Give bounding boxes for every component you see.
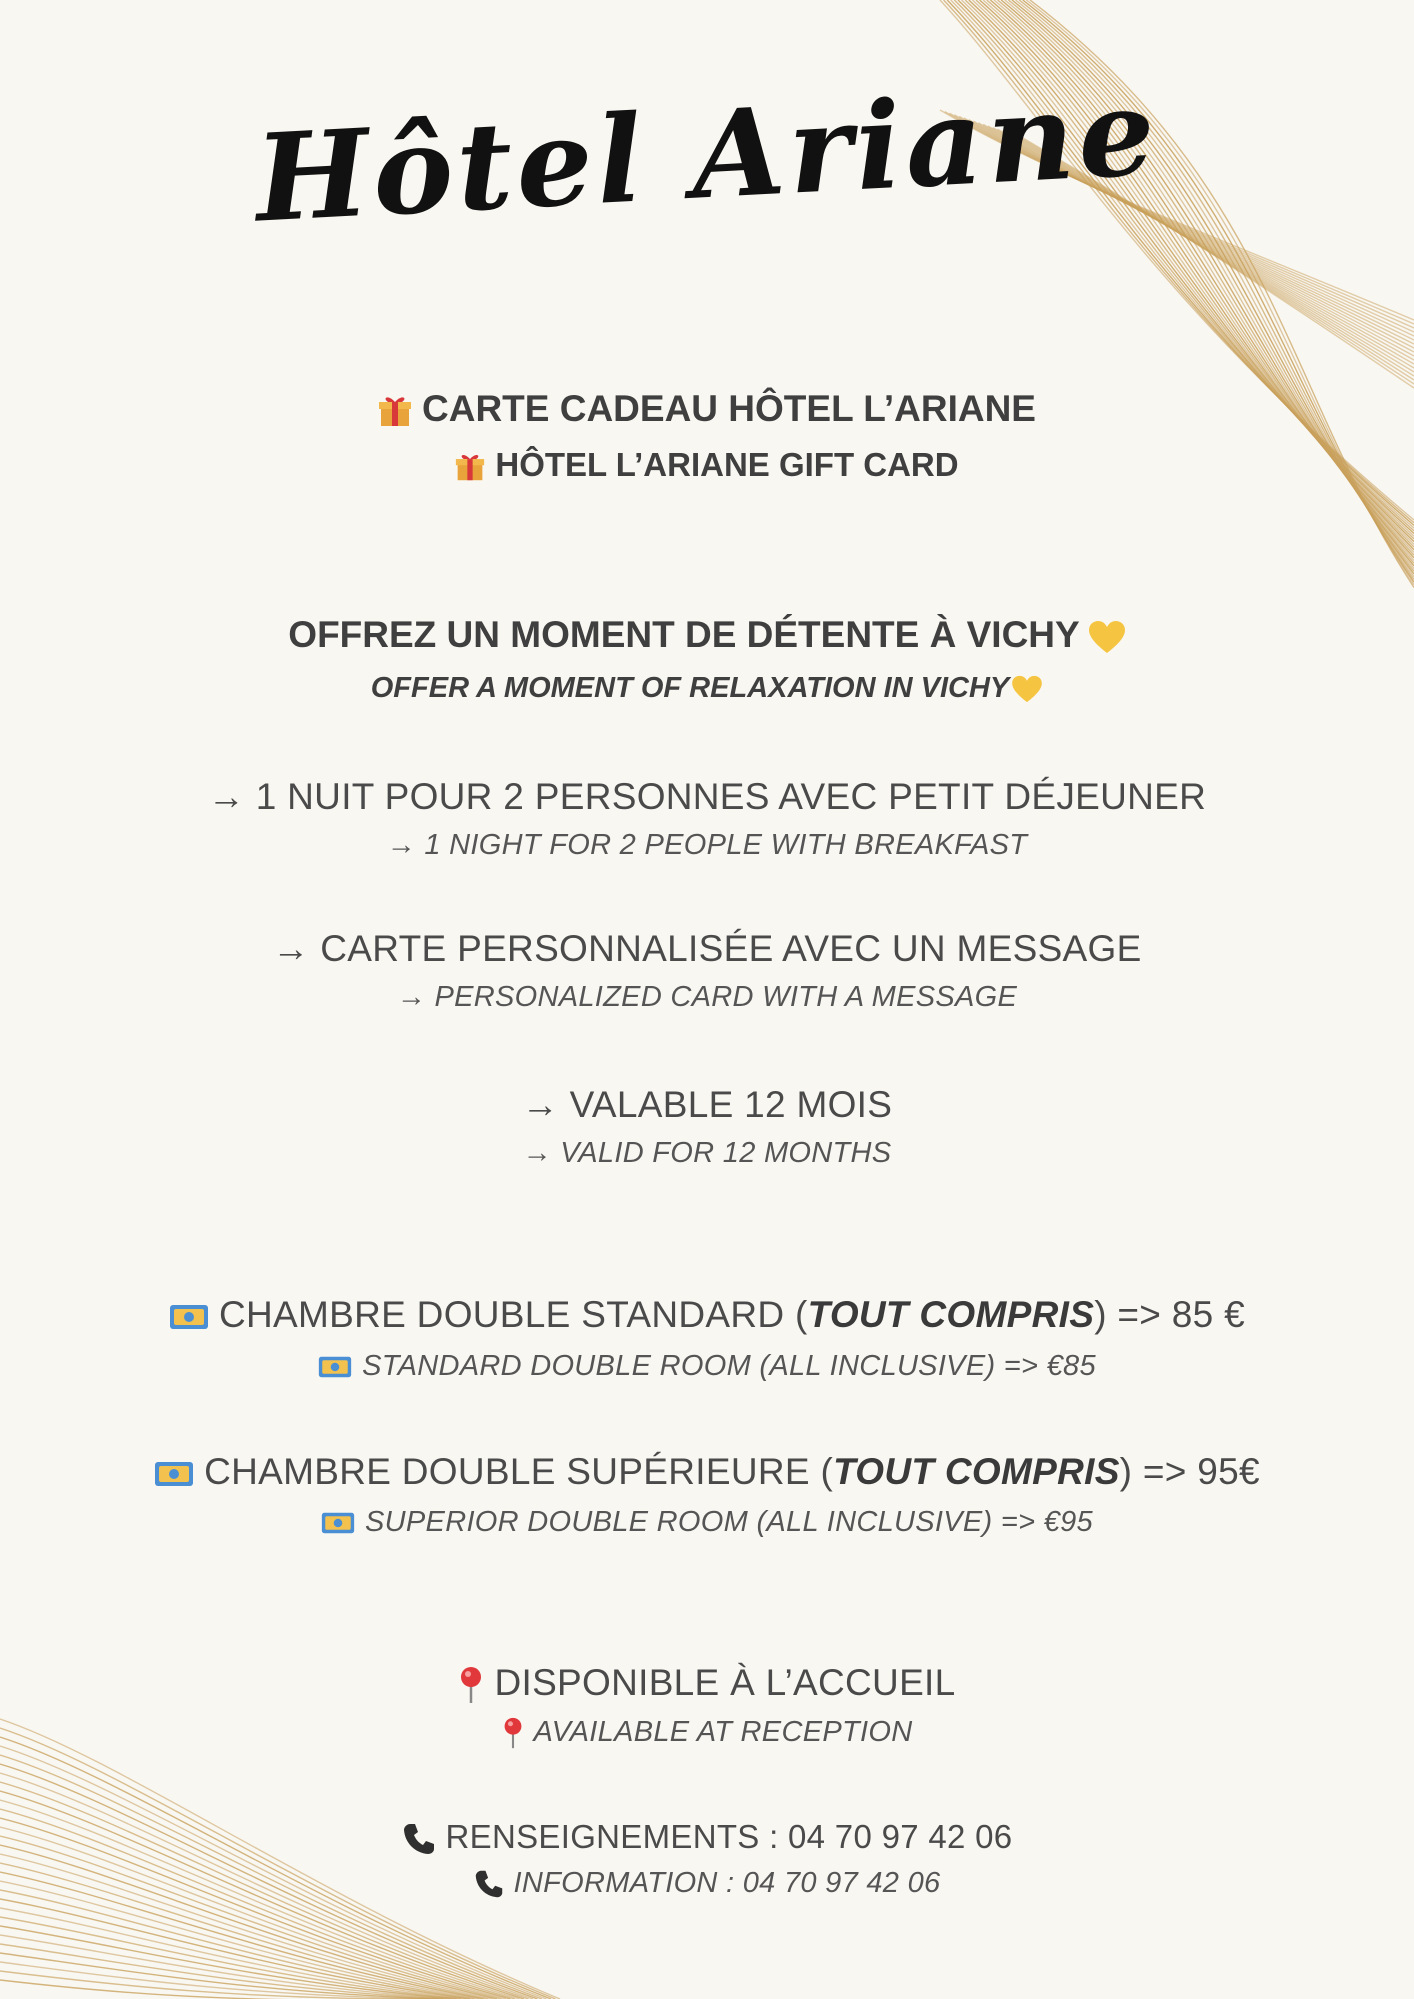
feature-1-en: → 1 NIGHT FOR 2 PEOPLE WITH BREAKFAST	[386, 829, 1028, 861]
price-standard-included: TOUT COMPRIS	[807, 1294, 1095, 1335]
hotel-title: Hôtel Ariane	[252, 61, 1162, 250]
gift-icon	[378, 394, 412, 428]
feature-2-en: → PERSONALIZED CARD WITH A MESSAGE	[396, 981, 1018, 1013]
availability-en	[0, 1716, 1414, 1749]
availability-text-en: AVAILABLE AT RECEPTION	[533, 1716, 913, 1748]
gift-card-text-en: HÔTEL L’ARIANE GIFT CARD	[495, 446, 959, 483]
price-standard-en	[0, 1350, 1414, 1383]
banknote-icon	[318, 1354, 352, 1380]
price-standard-fr	[0, 1294, 1414, 1336]
price-superior-label: CHAMBRE DOUBLE SUPÉRIEURE (	[204, 1451, 834, 1492]
gift-card-heading-fr	[0, 388, 1414, 430]
offer-heading-fr	[0, 614, 1414, 656]
telephone-icon	[402, 1822, 436, 1856]
feature-3-en: → VALID FOR 12 MONTHS	[522, 1137, 892, 1169]
feature-2-fr: → CARTE PERSONNALISÉE AVEC UN MESSAGE	[272, 928, 1142, 969]
feature-1-fr: → 1 NUIT POUR 2 PERSONNES AVEC PETIT DÉJEUNER	[207, 776, 1207, 817]
price-standard-amount: ) => 85 €	[1094, 1294, 1245, 1335]
offer-text-en: OFFER A MOMENT OF RELAXATION IN VICHY	[370, 672, 1010, 704]
availability-fr	[0, 1662, 1414, 1704]
price-superior-text-en: SUPERIOR DOUBLE ROOM (ALL INCLUSIVE) => €95	[365, 1506, 1093, 1538]
offer-text-fr: OFFREZ UN MOMENT DE DÉTENTE À VICHY	[288, 614, 1080, 655]
price-standard-label: CHAMBRE DOUBLE STANDARD (	[218, 1294, 808, 1335]
contact-text-fr: RENSEIGNEMENTS : 04 70 97 42 06	[445, 1818, 1013, 1855]
contact-en	[0, 1867, 1414, 1900]
contact-fr	[0, 1818, 1414, 1856]
yellow-heart-icon	[1011, 675, 1043, 703]
gift-card-text-fr: CARTE CADEAU HÔTEL L’ARIANE	[422, 388, 1036, 429]
banknote-icon	[321, 1510, 355, 1536]
banknote-icon	[154, 1459, 194, 1489]
gift-icon	[455, 452, 485, 482]
yellow-heart-icon	[1088, 620, 1126, 654]
telephone-icon	[474, 1869, 504, 1899]
price-standard-text-en: STANDARD DOUBLE ROOM (ALL INCLUSIVE) => €85	[362, 1350, 1096, 1382]
feature-3-fr: → VALABLE 12 MOIS	[521, 1084, 893, 1125]
round-pin-icon	[458, 1666, 484, 1704]
round-pin-icon	[502, 1717, 524, 1749]
offer-heading-en	[0, 672, 1414, 705]
gift-card-heading-en	[0, 446, 1414, 484]
contact-text-en: INFORMATION : 04 70 97 42 06	[513, 1867, 941, 1899]
price-superior-en	[0, 1506, 1414, 1539]
price-superior-included: TOUT COMPRIS	[833, 1451, 1120, 1492]
price-superior-amount: ) => 95€	[1119, 1451, 1260, 1492]
banknote-icon	[169, 1302, 209, 1332]
availability-text-fr: DISPONIBLE À L’ACCUEIL	[494, 1662, 956, 1703]
price-superior-fr	[0, 1451, 1414, 1493]
